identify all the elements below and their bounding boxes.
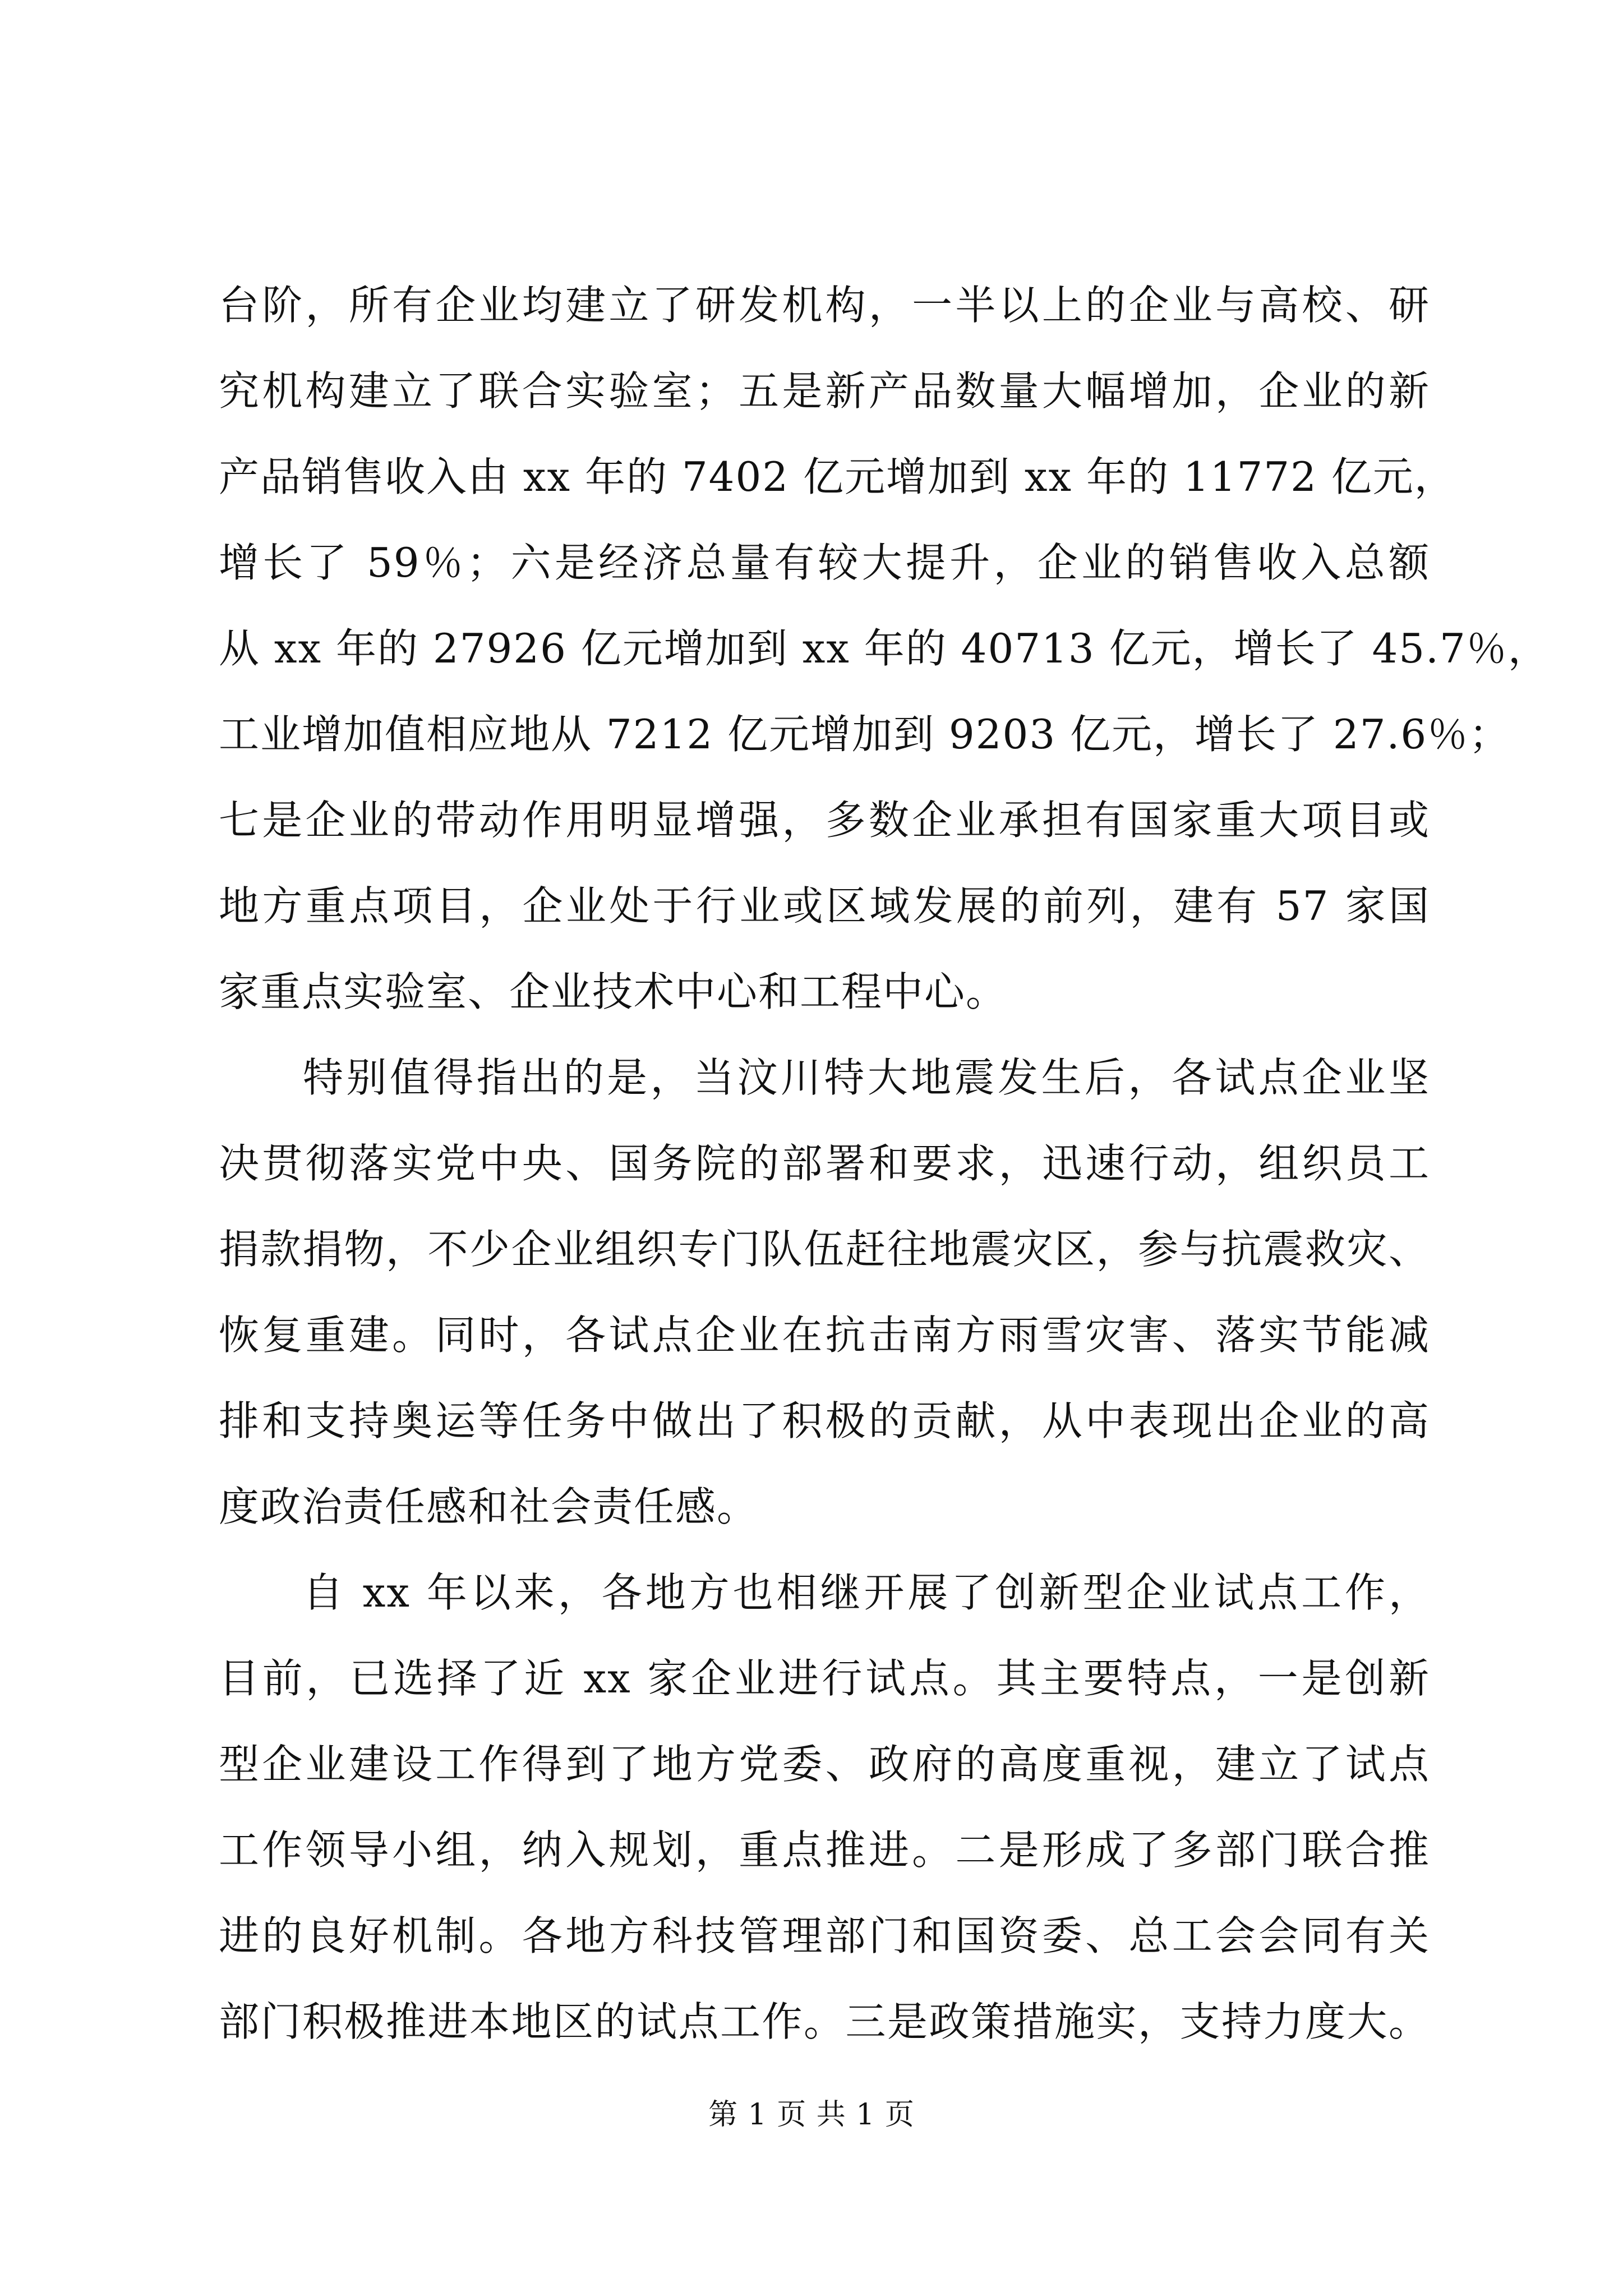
text-line: 究机构建立了联合实验室；五是新产品数量大幅增加，企业的新 xyxy=(219,367,1430,415)
page-footer: 第 1 页 共 1 页 xyxy=(708,2098,915,2132)
document-body xyxy=(219,263,1550,2065)
text-line: 进的良好机制。各地方科技管理部门和国资委、总工会会同有关 xyxy=(219,1912,1430,1959)
text-line: 目前，已选择了近 xx 家企业进行试点。其主要特点，一是创新 xyxy=(219,1655,1430,1702)
text-line: 地方重点项目，企业处于行业或区域发展的前列，建有 57 家国 xyxy=(219,882,1430,930)
text-line: 增长了 59％；六是经济总量有较大提升，企业的销售收入总额 xyxy=(219,539,1430,586)
text-line: 捐款捐物，不少企业组织专门队伍赶往地震灾区，参与抗震救灾、 xyxy=(219,1226,1430,1273)
text-line: 恢复重建。同时，各试点企业在抗击南方雨雪灾害、落实节能减 xyxy=(219,1312,1430,1359)
text-line: 工业增加值相应地从 7212 亿元增加到 9203 亿元，增长了 27.6％； xyxy=(219,711,1511,758)
text-line: 排和支持奥运等任务中做出了积极的贡献，从中表现出企业的高 xyxy=(219,1397,1430,1444)
text-line: 从 xx 年的 27926 亿元增加到 xx 年的 40713 亿元，增长了 45.7％， xyxy=(219,625,1550,672)
text-line: 产品销售收入由 xx 年的 7402 亿元增加到 xx 年的 11772 亿元， xyxy=(219,453,1456,500)
text-line: 工作领导小组，纳入规划，重点推进。二是形成了多部门联合推 xyxy=(219,1826,1430,1874)
text-line: 度政治责任感和社会责任感。 xyxy=(219,1483,759,1530)
text-line: 部门积极推进本地区的试点工作。三是政策措施实，支持力度大。 xyxy=(219,1998,1430,2045)
paragraph-first-line: 自 xx 年以来，各地方也相继开展了创新型企业试点工作， xyxy=(303,1569,1430,1616)
text-line: 台阶，所有企业均建立了研发机构，一半以上的企业与高校、研 xyxy=(219,282,1430,329)
text-line: 七是企业的带动作用明显增强，多数企业承担有国家重大项目或 xyxy=(219,797,1430,844)
text-line: 家重点实验室、企业技术中心和工程中心。 xyxy=(219,968,1008,1015)
text-line: 决贯彻落实党中央、国务院的部署和要求，迅速行动，组织员工 xyxy=(219,1140,1430,1187)
paragraph-first-line: 特别值得指出的是，当汶川特大地震发生后，各试点企业坚 xyxy=(303,1054,1430,1101)
text-line: 型企业建设工作得到了地方党委、政府的高度重视，建立了试点 xyxy=(219,1741,1430,1788)
